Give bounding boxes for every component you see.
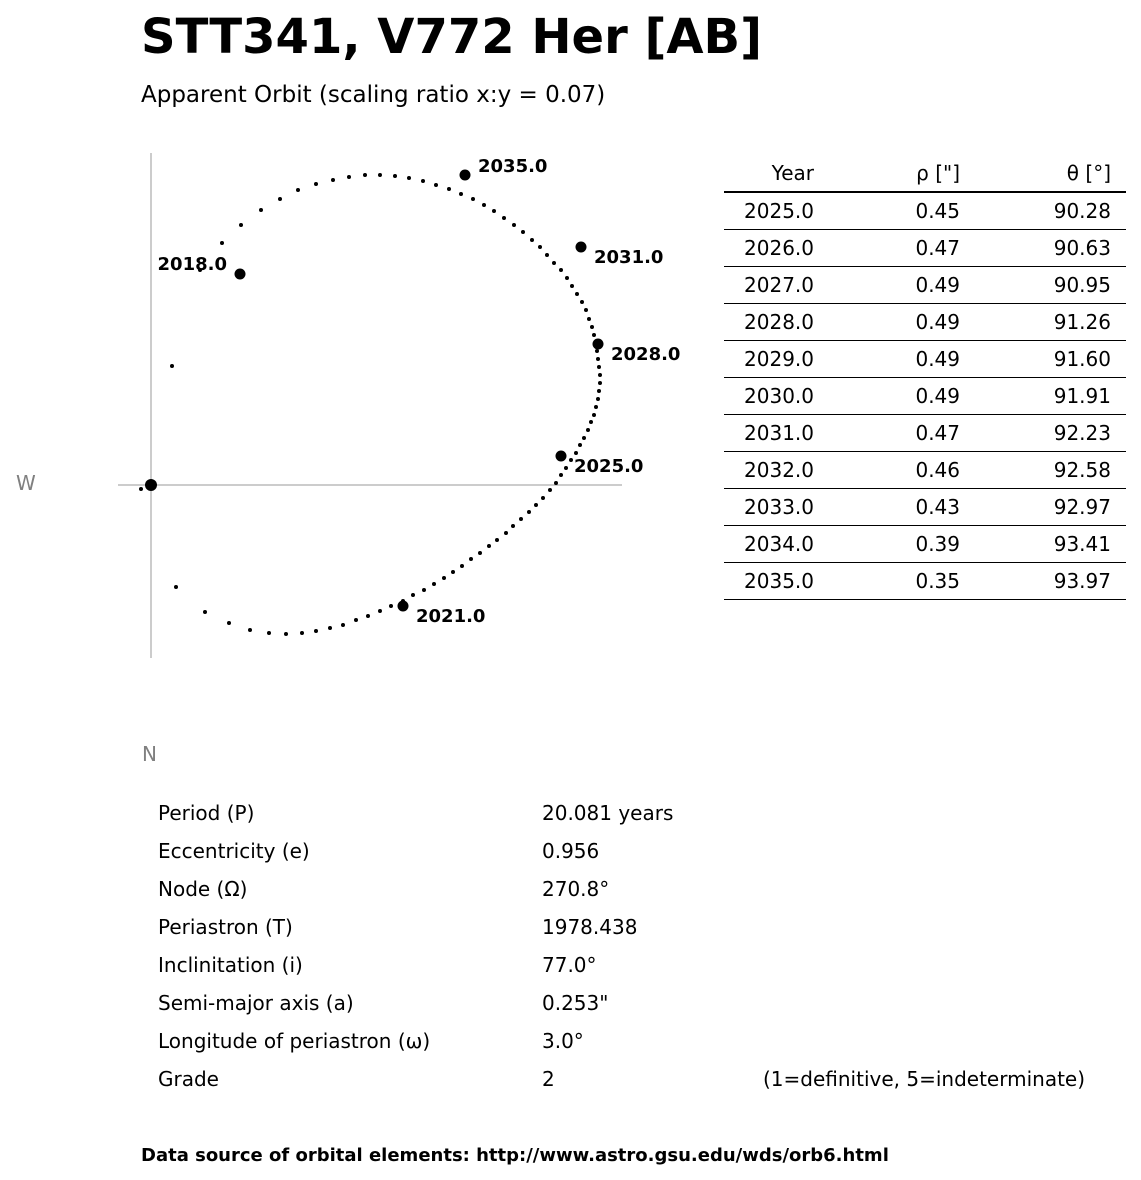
- element-value: 2: [542, 1067, 555, 1091]
- orbit-point: [587, 317, 591, 321]
- row-theta: 91.91: [960, 378, 1111, 415]
- orbit-point: [570, 284, 574, 288]
- element-label: Eccentricity (e): [158, 839, 310, 863]
- orbit-point: [203, 610, 207, 614]
- element-value: 3.0°: [542, 1029, 584, 1053]
- element-label: Inclinitation (i): [158, 953, 303, 977]
- row-year: 2029.0: [724, 341, 814, 378]
- ephemeris-row: [724, 563, 1126, 600]
- row-year: 2032.0: [724, 452, 814, 489]
- row-theta: 93.41: [960, 526, 1111, 563]
- row-rho: 0.45: [814, 192, 960, 230]
- orbit-point: [552, 261, 556, 265]
- orbit-point: [548, 488, 552, 492]
- orbit-point: [389, 604, 393, 608]
- orbit-point: [422, 588, 426, 592]
- row-rho: 0.49: [814, 304, 960, 341]
- element-value: 0.956: [542, 839, 600, 863]
- row-theta: 90.95: [960, 267, 1111, 304]
- orbit-point: [511, 524, 515, 528]
- orbit-point: [451, 570, 455, 574]
- orbit-point: [248, 628, 252, 632]
- orbit-point: [530, 238, 534, 242]
- orbit-point: [278, 197, 282, 201]
- orbit-point: [595, 349, 599, 353]
- epoch-label: 2025.0: [574, 456, 644, 477]
- orbit-point: [589, 420, 593, 424]
- orbit-point: [378, 173, 382, 177]
- orbit-point: [569, 458, 573, 462]
- row-theta: 92.58: [960, 452, 1111, 489]
- header-rho: ρ ["]: [814, 155, 960, 192]
- row-rho: 0.35: [814, 563, 960, 600]
- orbit-point: [170, 364, 174, 368]
- row-pad: [1111, 267, 1126, 304]
- epoch-label: 2018.0: [157, 254, 227, 275]
- row-theta: 90.28: [960, 192, 1111, 230]
- row-theta: 90.63: [960, 230, 1111, 267]
- orbit-point: [460, 564, 464, 568]
- row-rho: 0.49: [814, 378, 960, 415]
- ephemeris-row: [724, 378, 1126, 415]
- row-year: 2030.0: [724, 378, 814, 415]
- orbit-point: [592, 413, 596, 417]
- epoch-marker: [556, 451, 567, 462]
- epoch-marker: [576, 242, 587, 253]
- row-theta: 92.97: [960, 489, 1111, 526]
- orbit-point: [487, 544, 491, 548]
- row-rho: 0.47: [814, 230, 960, 267]
- orbit-point: [432, 582, 436, 586]
- row-rho: 0.49: [814, 341, 960, 378]
- row-year: 2028.0: [724, 304, 814, 341]
- row-pad: [1111, 415, 1126, 452]
- orbit-point: [314, 629, 318, 633]
- row-rho: 0.43: [814, 489, 960, 526]
- element-label: Grade: [158, 1067, 219, 1091]
- row-pad: [1111, 230, 1126, 267]
- row-year: 2033.0: [724, 489, 814, 526]
- orbit-point: [495, 538, 499, 542]
- ephemeris-row: [724, 489, 1126, 526]
- orbit-point: [565, 276, 569, 280]
- row-rho: 0.39: [814, 526, 960, 563]
- element-value: 1978.438: [542, 915, 638, 939]
- direction-north-label: N: [142, 742, 157, 766]
- plot-axes: [118, 153, 622, 658]
- orbit-point: [478, 551, 482, 555]
- orbit-point: [482, 203, 486, 207]
- orbit-point: [341, 623, 345, 627]
- ephemeris-row: [724, 526, 1126, 563]
- row-pad: [1111, 489, 1126, 526]
- orbit-point: [582, 436, 586, 440]
- ephemeris-row: [724, 230, 1126, 267]
- row-year: 2034.0: [724, 526, 814, 563]
- orbit-point: [598, 381, 602, 385]
- ephemeris-row: [724, 415, 1126, 452]
- orbit-point: [239, 223, 243, 227]
- element-value: 0.253": [542, 991, 609, 1015]
- header-pad: [1111, 155, 1126, 192]
- orbit-point: [596, 397, 600, 401]
- orbit-point: [554, 481, 558, 485]
- orbit-point: [421, 179, 425, 183]
- orbit-point: [469, 557, 473, 561]
- orbit-point: [519, 517, 523, 521]
- orbit-point: [300, 631, 304, 635]
- ephemeris-header-row: [724, 155, 1126, 192]
- row-pad: [1111, 452, 1126, 489]
- epoch-marker: [398, 601, 409, 612]
- orbit-point: [411, 593, 415, 597]
- row-year: 2035.0: [724, 563, 814, 600]
- row-pad: [1111, 192, 1126, 230]
- orbit-point: [407, 176, 411, 180]
- orbit-point: [328, 626, 332, 630]
- row-year: 2027.0: [724, 267, 814, 304]
- orbit-point: [597, 365, 601, 369]
- orbit-point: [284, 632, 288, 636]
- orbit-point: [354, 618, 358, 622]
- orbit-point: [393, 174, 397, 178]
- element-label: Periastron (T): [158, 915, 293, 939]
- orbit-point: [597, 389, 601, 393]
- orbit-point: [227, 621, 231, 625]
- row-year: 2031.0: [724, 415, 814, 452]
- header-theta: θ [°]: [960, 155, 1111, 192]
- orbit-point: [598, 373, 602, 377]
- element-value: 77.0°: [542, 953, 597, 977]
- orbit-point: [434, 183, 438, 187]
- orbit-point: [447, 187, 451, 191]
- row-pad: [1111, 563, 1126, 600]
- orbit-point: [504, 531, 508, 535]
- row-rho: 0.46: [814, 452, 960, 489]
- orbit-point: [584, 308, 588, 312]
- orbit-point: [139, 487, 143, 491]
- epoch-marker: [593, 339, 604, 350]
- orbit-point: [471, 197, 475, 201]
- grade-note: (1=definitive, 5=indeterminate): [763, 1067, 1086, 1091]
- orbit-point: [586, 428, 590, 432]
- row-theta: 91.26: [960, 304, 1111, 341]
- primary-star-marker: [145, 479, 157, 491]
- chart-subtitle: Apparent Orbit (scaling ratio x:y = 0.07): [141, 82, 606, 108]
- orbit-point: [575, 292, 579, 296]
- orbit-point: [512, 223, 516, 227]
- orbit-point: [527, 510, 531, 514]
- orbit-point: [442, 576, 446, 580]
- orbit-point: [559, 473, 563, 477]
- element-label: Period (P): [158, 801, 255, 825]
- row-pad: [1111, 526, 1126, 563]
- orbit-plot: [0, 130, 700, 690]
- orbit-point: [564, 466, 568, 470]
- orbit-point: [502, 216, 506, 220]
- orbit-dots: [139, 173, 602, 636]
- orbit-point: [521, 230, 525, 234]
- orbit-point: [347, 175, 351, 179]
- orbit-point: [534, 503, 538, 507]
- epoch-label: 2035.0: [478, 156, 548, 177]
- orbit-point: [220, 241, 224, 245]
- epoch-label: 2028.0: [611, 344, 681, 365]
- ephemeris-row: [724, 341, 1126, 378]
- data-source: Data source of orbital elements: http://www.astro.gsu.edu/wds/orb6.html: [141, 1145, 889, 1166]
- ephemeris-row: [724, 452, 1126, 489]
- orbit-point: [378, 609, 382, 613]
- orbit-point: [592, 333, 596, 337]
- orbit-point: [590, 325, 594, 329]
- row-pad: [1111, 378, 1126, 415]
- epoch-marker: [460, 170, 471, 181]
- row-year: 2026.0: [724, 230, 814, 267]
- orbit-point: [545, 253, 549, 257]
- orbit-point: [314, 182, 318, 186]
- orbit-point: [596, 357, 600, 361]
- chart-title: STT341, V772 Her [AB]: [141, 9, 763, 65]
- ephemeris-table: [724, 155, 1126, 600]
- orbit-point: [267, 631, 271, 635]
- element-label: Semi-major axis (a): [158, 991, 354, 1015]
- ephemeris-row: [724, 192, 1126, 230]
- element-label: Longitude of periastron (ω): [158, 1029, 431, 1053]
- orbit-point: [366, 614, 370, 618]
- orbit-point: [259, 208, 263, 212]
- orbit-point: [174, 585, 178, 589]
- row-pad: [1111, 304, 1126, 341]
- header-year: Year: [724, 155, 814, 192]
- row-theta: 92.23: [960, 415, 1111, 452]
- orbit-point: [559, 268, 563, 272]
- row-rho: 0.47: [814, 415, 960, 452]
- row-rho: 0.49: [814, 267, 960, 304]
- orbit-point: [296, 188, 300, 192]
- orbit-point: [363, 173, 367, 177]
- orbit-point: [331, 178, 335, 182]
- labeled-marks: [158, 156, 681, 627]
- epoch-label: 2031.0: [594, 247, 664, 268]
- element-label: Node (Ω): [158, 877, 248, 901]
- epoch-label: 2021.0: [416, 606, 486, 627]
- row-pad: [1111, 341, 1126, 378]
- direction-west-label: W: [16, 471, 36, 495]
- ephemeris-row: [724, 267, 1126, 304]
- orbit-point: [538, 245, 542, 249]
- orbit-point: [594, 405, 598, 409]
- orbit-point: [580, 300, 584, 304]
- epoch-marker: [235, 269, 246, 280]
- orbit-point: [578, 443, 582, 447]
- ephemeris-row: [724, 304, 1126, 341]
- element-value: 270.8°: [542, 877, 610, 901]
- row-theta: 93.97: [960, 563, 1111, 600]
- orbit-point: [574, 451, 578, 455]
- element-value: 20.081 years: [542, 801, 674, 825]
- orbit-point: [492, 209, 496, 213]
- orbit-point: [459, 192, 463, 196]
- orbit-point: [541, 496, 545, 500]
- row-theta: 91.60: [960, 341, 1111, 378]
- row-year: 2025.0: [724, 192, 814, 230]
